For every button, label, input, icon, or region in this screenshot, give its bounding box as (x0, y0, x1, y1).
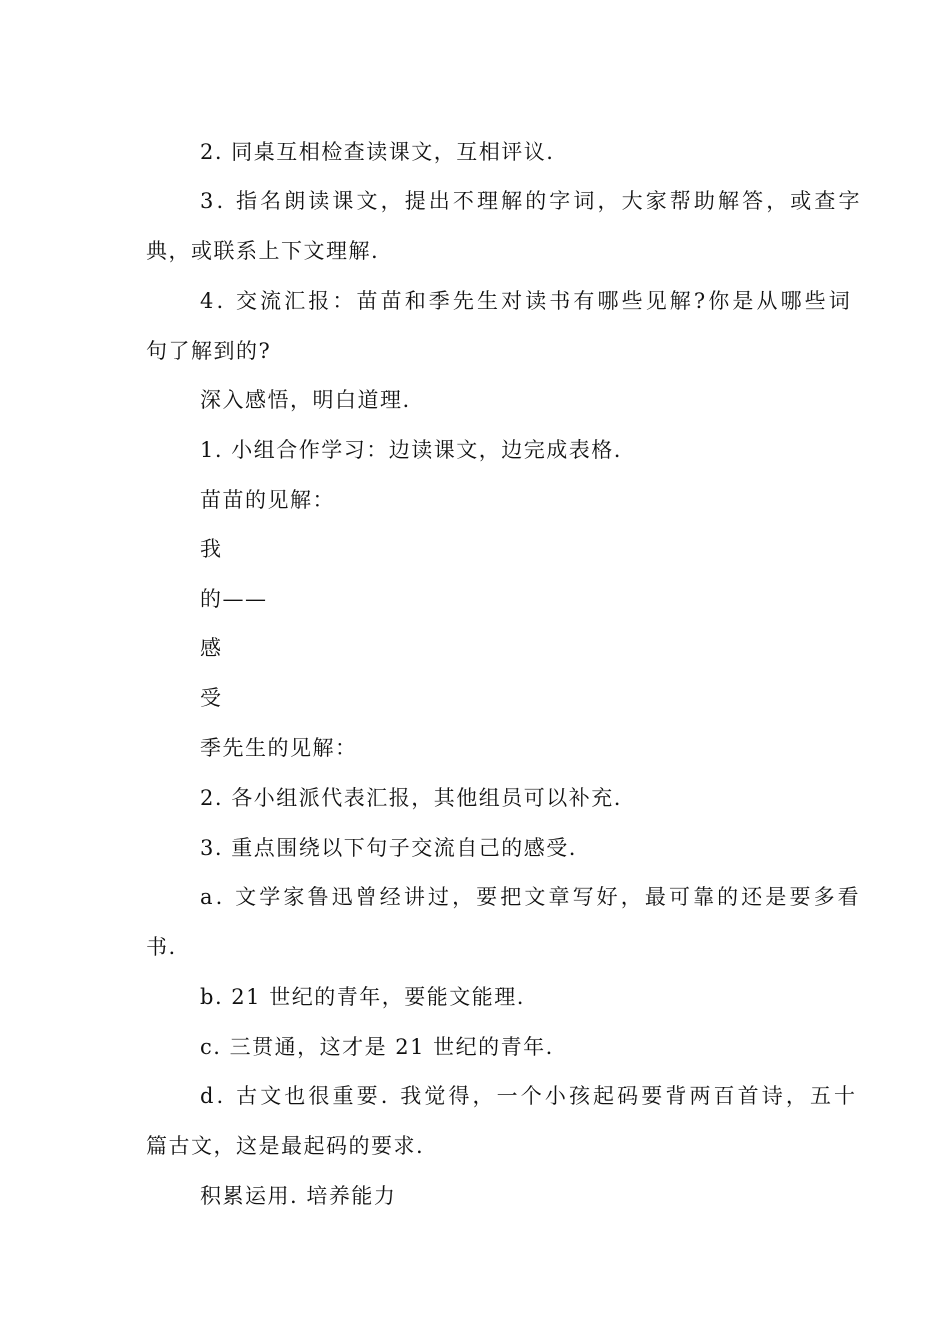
paragraph-line: 受 (200, 686, 223, 710)
paragraph-line: 感 (200, 636, 223, 660)
paragraph-line: 2. 同桌互相检查读课文，互相评议. (200, 140, 555, 164)
paragraph-line: 句了解到的? (146, 339, 272, 363)
paragraph-line: 的—— (200, 587, 268, 611)
paragraph-line: 积累运用. 培养能力 (200, 1184, 397, 1208)
paragraph-line: 书. (146, 935, 177, 959)
paragraph-line: 1. 小组合作学习：边读课文，边完成表格. (200, 438, 622, 462)
paragraph-line: d. 古文也很重要. 我觉得，一个小孩起码要背两百首诗，五十 (200, 1084, 859, 1108)
paragraph-line: 2. 各小组派代表汇报，其他组员可以补充. (200, 786, 622, 810)
paragraph-line: 3. 重点围绕以下句子交流自己的感受. (200, 836, 577, 860)
paragraph-line: a. 文学家鲁迅曾经讲过，要把文章写好，最可靠的还是要多看 (200, 885, 862, 909)
paragraph-line: 3. 指名朗读课文，提出不理解的字词，大家帮助解答，或查字 (200, 189, 863, 213)
paragraph-line: 季先生的见解： (200, 736, 358, 760)
paragraph-line: 深入感悟，明白道理. (200, 388, 411, 412)
paragraph-line: 苗苗的见解： (200, 488, 335, 512)
paragraph-line: b. 21 世纪的青年，要能文能理. (200, 985, 525, 1009)
paragraph-line: 篇古文，这是最起码的要求. (146, 1134, 425, 1158)
paragraph-line: 典，或联系上下文理解. (146, 239, 380, 263)
paragraph-line: c. 三贯通，这才是 21 世纪的青年. (200, 1035, 554, 1059)
paragraph-line: 我 (200, 537, 223, 561)
paragraph-line: 4. 交流汇报：苗苗和季先生对读书有哪些见解?你是从哪些词 (200, 289, 853, 313)
